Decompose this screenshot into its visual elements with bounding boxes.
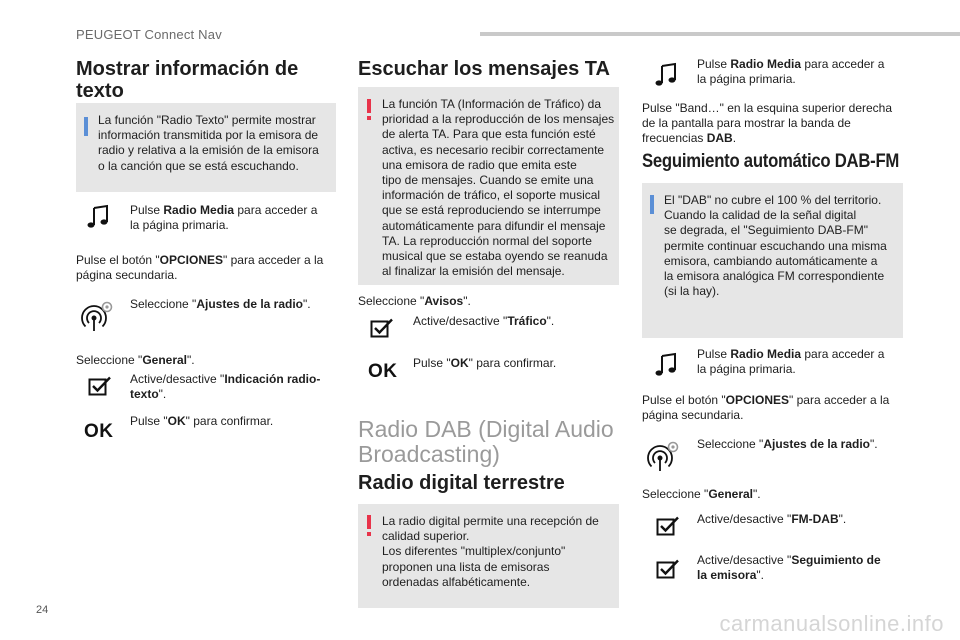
text-line: Los diferentes "multiplex/conjunto": [382, 544, 566, 559]
music-note-icon: [654, 352, 680, 378]
text-line: calidad superior.: [382, 529, 470, 544]
warning-icon: [367, 515, 371, 529]
warning-icon-dot: [367, 116, 371, 120]
ok-label: OK: [84, 421, 114, 442]
step-station-tracking-toggle: Active/desactive "Seguimiento de la emisora".: [697, 553, 881, 582]
step-general: Seleccione "General".: [642, 487, 761, 501]
step-radio-media: Pulse Radio Media para acceder a la página primaria.: [130, 203, 318, 232]
warning-text: [382, 514, 618, 590]
text-line: ordenadas alfabéticamente.: [382, 574, 531, 589]
info-text: La función "Radio Texto" permite mostrar información transmitida por la emisora de radio y relativa a la emisión de la emisora o la canción que se está escuchando.: [98, 113, 319, 173]
text-line: tipo de mensajes. Cuando se emite una: [382, 173, 594, 188]
step-radio-settings: Seleccione "Ajustes de la radio".: [697, 437, 878, 451]
text-line: al finalizar la emisión del mensaje.: [382, 264, 565, 279]
warning-icon: [367, 99, 371, 113]
text-line: información de tráfico, el soporte musical: [382, 188, 601, 203]
step-band: Pulse "Band…" en la esquina superior derecha de la pantalla para mostrar la banda de frecuencias DAB.: [642, 101, 893, 145]
ok-label: OK: [368, 361, 398, 382]
header-divider: [480, 32, 960, 36]
warning-box-dab: [358, 504, 619, 608]
step-radiotext-toggle: Active/desactive "Indicación radio- texto".: [130, 372, 321, 401]
text-line: TA. La reproducción normal del soporte: [382, 233, 592, 248]
text-line: La función TA (Información de Tráfico) da: [382, 97, 602, 111]
info-icon: [84, 117, 88, 136]
col1-heading: Mostrar información de texto: [76, 58, 299, 102]
step-fmdab-toggle: Active/desactive "FM-DAB".: [697, 512, 847, 526]
text-line: de alerta TA. Para que esta función esté: [382, 127, 596, 142]
warning-box-ta: [358, 87, 619, 285]
step-trafico-toggle: Active/desactive "Tráfico".: [413, 314, 555, 328]
text-line: permite continuar escuchando una misma: [664, 238, 887, 253]
text-line: La radio digital permite una recepción de: [382, 514, 599, 528]
info-box-radio-text: [76, 103, 336, 192]
info-box-dab-fm: [642, 183, 903, 338]
checkbox-check-icon: [370, 317, 394, 339]
text-line: musical que se estaba oyendo se reanuda: [382, 249, 608, 264]
step-general: Seleccione "General".: [76, 353, 195, 367]
info-icon: [650, 195, 654, 214]
warning-text: [382, 97, 618, 279]
text-line: la emisora analógica FM correspondiente: [664, 269, 885, 284]
music-note-icon: [654, 62, 680, 88]
section-title-dab: Radio DAB (Digital Audio Broadcasting): [358, 416, 614, 467]
watermark: carmanualsonline.info: [719, 611, 944, 636]
step-options: Pulse el botón "OPCIONES" para acceder a la página secundaria.: [76, 253, 324, 282]
radio-settings-icon: [646, 438, 682, 474]
text-line: Cuando la calidad de la señal digital: [664, 208, 857, 223]
text-line: (si la hay).: [664, 284, 720, 299]
text-line: prioridad a la reproducción de los mensajes: [382, 112, 615, 127]
step-confirm: Pulse "OK" para confirmar.: [413, 356, 557, 370]
document-header: PEUGEOT Connect Nav: [76, 27, 222, 42]
checkbox-check-icon: [656, 558, 680, 580]
text-line: proponen una lista de emisoras: [382, 559, 550, 574]
step-avisos: Seleccione "Avisos".: [358, 294, 471, 308]
step-radio-media: Pulse Radio Media para acceder a la página primaria.: [697, 347, 885, 376]
text-line: una emisora de radio que emita este: [382, 157, 577, 172]
step-options: Pulse el botón "OPCIONES" para acceder a la página secundaria.: [642, 393, 890, 422]
step-confirm: Pulse "OK" para confirmar.: [130, 414, 274, 428]
warning-icon-dot: [367, 532, 371, 536]
checkbox-check-icon: [88, 375, 112, 397]
music-note-icon: [86, 204, 112, 230]
step-radio-settings: Seleccione "Ajustes de la radio".: [130, 297, 311, 311]
col3-heading: Seguimiento automático DAB-FM: [642, 151, 900, 172]
text-line: que se está reproduciendo se interrumpe: [382, 203, 601, 218]
text-line: se degrada, el "Seguimiento DAB-FM": [664, 223, 868, 238]
col2-heading: Escuchar los mensajes TA: [358, 58, 610, 80]
subheading-digital-radio: Radio digital terrestre: [358, 472, 565, 494]
info-text: [664, 193, 900, 299]
text-line: El "DAB" no cubre el 100 % del territorio.: [664, 193, 882, 207]
page-number: 24: [36, 604, 49, 616]
step-radio-media: Pulse Radio Media para acceder a la página primaria.: [697, 57, 885, 86]
text-line: emisora, cambiando automáticamente a: [664, 253, 878, 268]
text-line: activa, es necesario recibir correctamente: [382, 142, 605, 157]
checkbox-check-icon: [656, 515, 680, 537]
radio-settings-icon: [80, 298, 116, 334]
text-line: automáticamente para difundir el mensaje: [382, 218, 606, 233]
